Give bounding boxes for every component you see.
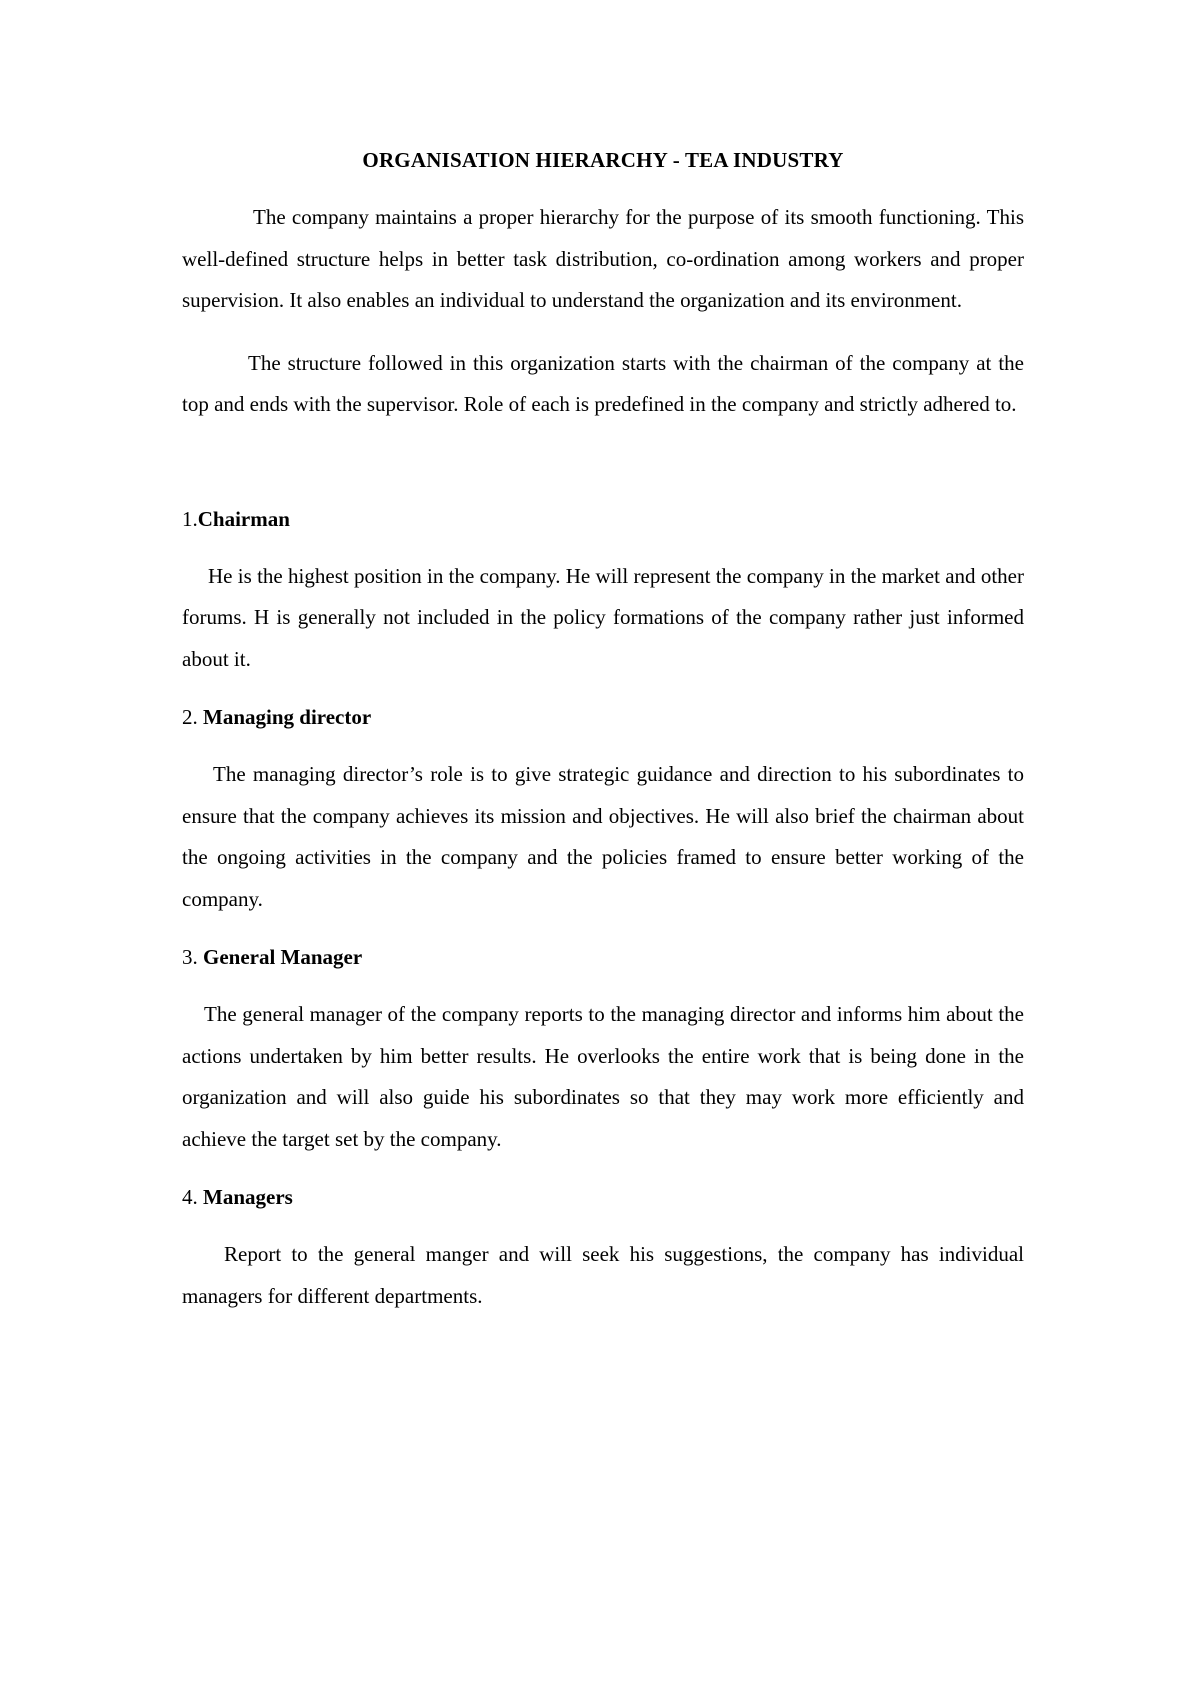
document-page — [182, 146, 1024, 1340]
section-number: 2. — [182, 705, 198, 729]
intro-paragraph-1: The company maintains a proper hierarchy for the purpose of its smooth functioning. This well-defined structure helps in better task distribution, co-ordination among workers and proper supervision. It also enables an individual to understand the organization and its environment. — [182, 205, 1024, 312]
page-title: ORGANISATION HIERARCHY - TEA INDUSTRY — [362, 148, 844, 172]
section-text: The managing director’s role is to give strategic guidance and direction to his subordinates to ensure that the company achieves its mission and objectives. He will also brief the chairman about the ongoing activities in the company and the policies framed to ensure better working of the company. — [182, 762, 1024, 911]
section-chairman — [182, 505, 1024, 681]
section-title: General Manager — [203, 945, 363, 969]
section-text: He is the highest position in the company. He will represent the company in the market and other forums. H is generally not included in the policy formations of the company rather just informed about it. — [182, 563, 1024, 671]
section-heading — [182, 703, 1024, 731]
section-managing-director — [182, 703, 1024, 920]
section-general-manager — [182, 943, 1024, 1160]
section-number: 1. — [182, 506, 198, 531]
section-title: Managers — [203, 1185, 293, 1209]
section-title: Managing director — [203, 705, 372, 729]
section-number: 3. — [182, 945, 198, 969]
section-text: The general manager of the company reports to the managing director and informs him about the actions undertaken by him better results. He overlooks the entire work that is being done in the organization and will also guide his subordinates so that they may work more efficiently and achieve the target set by the company. — [182, 1002, 1024, 1151]
intro-paragraph-2: The structure followed in this organization starts with the chairman of the company at the top and ends with the supervisor. Role of each is predefined in the company and strictly adhered to. — [182, 350, 1024, 416]
section-title: Chairman — [197, 506, 290, 531]
section-heading — [182, 943, 1024, 971]
section-number: 4. — [182, 1185, 198, 1209]
section-heading — [182, 505, 1024, 533]
section-managers — [182, 1183, 1024, 1317]
section-text: Report to the general manger and will seek his suggestions, the company has individual managers for different departments. — [182, 1242, 1024, 1308]
section-heading — [182, 1183, 1024, 1211]
